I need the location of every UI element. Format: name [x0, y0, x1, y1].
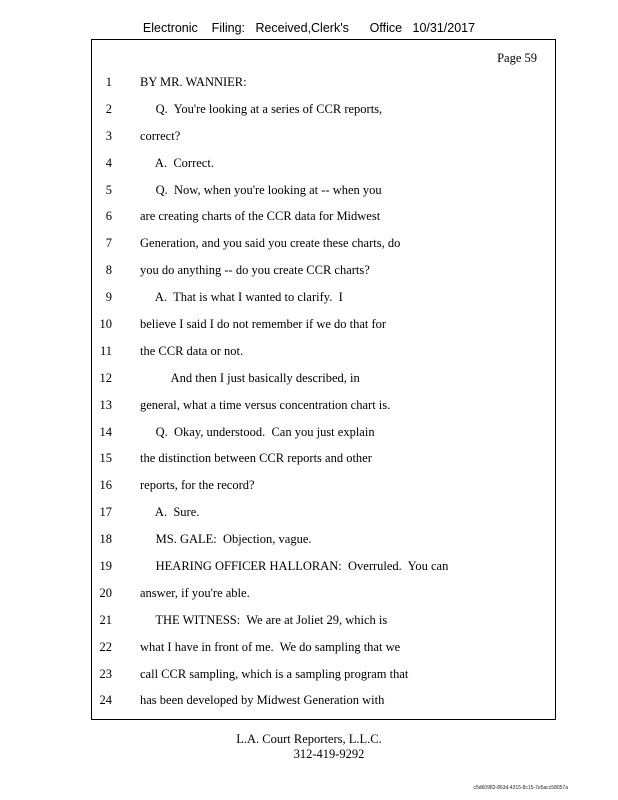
line-number: 24 — [99, 693, 112, 708]
line-number: 16 — [99, 478, 112, 493]
transcript-line — [92, 316, 555, 343]
transcript-line — [92, 666, 555, 693]
line-number: 1 — [105, 75, 112, 89]
line-number: 21 — [99, 612, 112, 627]
line-text: A. Correct. — [140, 155, 214, 170]
transcript-line — [92, 397, 555, 424]
line-text: HEARING OFFICER HALLORAN: Overruled. You can — [140, 559, 449, 574]
line-number: 12 — [99, 370, 112, 385]
line-text: answer, if you're able. — [140, 585, 250, 600]
transcript-line — [92, 585, 555, 612]
line-number: 13 — [99, 397, 112, 412]
line-text: Generation, and you said you create these charts, do — [140, 236, 401, 251]
line-number: 2 — [105, 101, 112, 116]
reporter-footer — [0, 732, 618, 762]
transcript-line — [92, 262, 555, 289]
line-number: 17 — [99, 505, 112, 520]
document-hash: c5d60983-863d-4315-8c15-7e5acc58057a — [473, 785, 568, 791]
transcript-line — [92, 692, 555, 719]
line-text: you do anything -- do you create CCR charts? — [140, 263, 370, 278]
line-text: has been developed by Midwest Generation with — [140, 693, 385, 708]
reporter-phone: 312-419-9292 — [293, 747, 365, 761]
line-number: 23 — [99, 666, 112, 681]
transcript-line — [92, 343, 555, 370]
transcript-line — [92, 504, 555, 531]
line-text: Q. You're looking at a series of CCR reports, — [140, 101, 383, 116]
line-number: 4 — [105, 155, 112, 170]
transcript-line — [92, 477, 555, 504]
line-number: 7 — [105, 236, 112, 251]
transcript-line — [92, 74, 555, 101]
electronic-filing-header: Electronic Filing: Received,Clerk's Office 10/31/2017 — [142, 21, 476, 35]
line-number: 8 — [105, 263, 112, 278]
line-number: 15 — [99, 451, 112, 466]
transcript-line — [92, 155, 555, 182]
transcript-page — [91, 39, 556, 720]
transcript-line — [92, 289, 555, 316]
transcript-line — [92, 182, 555, 209]
line-text: Q. Okay, understood. Can you just explain — [140, 424, 375, 439]
line-text: Q. Now, when you're looking at -- when you — [140, 182, 382, 197]
line-text: the distinction between CCR reports and other — [140, 451, 372, 466]
transcript-line — [92, 370, 555, 397]
line-number: 10 — [99, 317, 112, 332]
line-number: 6 — [105, 209, 112, 224]
line-number: 20 — [99, 585, 112, 600]
line-number: 11 — [99, 343, 112, 358]
transcript-line — [92, 612, 555, 639]
line-text: THE WITNESS: We are at Joliet 29, which is — [140, 612, 388, 627]
transcript-line — [92, 235, 555, 262]
line-text: are creating charts of the CCR data for Midwest — [140, 209, 381, 224]
line-text: MS. GALE: Objection, vague. — [140, 532, 312, 547]
line-text: the CCR data or not. — [140, 343, 244, 358]
reporter-company: L.A. Court Reporters, L.L.C. — [236, 732, 382, 746]
line-text: And then I just basically described, in — [140, 370, 360, 385]
line-number: 9 — [105, 290, 112, 305]
line-number: 22 — [99, 639, 112, 654]
line-number: 3 — [105, 128, 112, 143]
line-text: A. Sure. — [140, 505, 200, 520]
line-text: call CCR sampling, which is a sampling program that — [140, 666, 409, 681]
line-text: A. That is what I wanted to clarify. I — [140, 290, 343, 305]
transcript-line — [92, 531, 555, 558]
line-text: correct? — [140, 128, 181, 143]
transcript-line — [92, 208, 555, 235]
transcript-line — [92, 424, 555, 451]
line-text: general, what a time versus concentration chart is. — [140, 397, 391, 412]
transcript-lines — [92, 74, 555, 719]
line-number: 14 — [99, 424, 112, 439]
line-number: 18 — [99, 532, 112, 547]
line-text: BY MR. WANNIER: — [140, 75, 247, 89]
line-text: believe I said I do not remember if we do that for — [140, 317, 387, 332]
page-number: Page 59 — [497, 51, 537, 65]
line-text: reports, for the record? — [140, 478, 255, 493]
transcript-line — [92, 558, 555, 585]
transcript-line — [92, 639, 555, 666]
line-number: 5 — [105, 182, 112, 197]
line-text: what I have in front of me. We do sampling that we — [140, 639, 401, 654]
transcript-line — [92, 128, 555, 155]
line-number: 19 — [99, 559, 112, 574]
transcript-line — [92, 101, 555, 128]
transcript-line — [92, 450, 555, 477]
